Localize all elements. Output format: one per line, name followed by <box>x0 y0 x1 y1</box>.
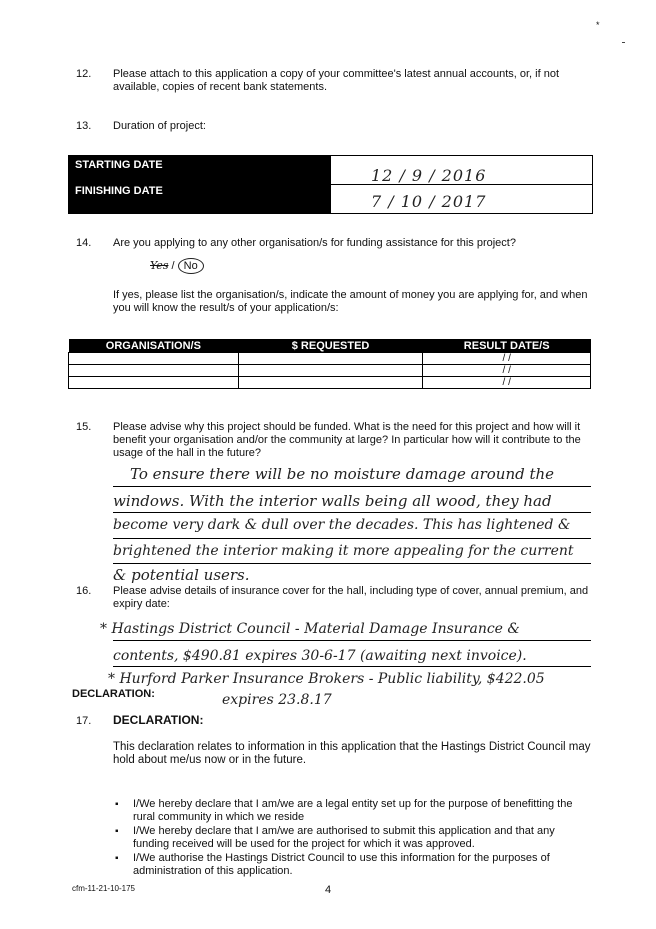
list-item: ▪ I/We hereby declare that I am/we are a legal entity set up for the purpose of benefitting the rural community in which we reside <box>113 798 591 824</box>
answer-rule <box>113 563 591 564</box>
organisation-cell[interactable] <box>69 377 239 389</box>
question-16-number: 16. <box>76 585 92 597</box>
result-date-cell[interactable]: / / <box>423 353 591 365</box>
list-item: ▪ I/We hereby declare that I am/we are authorised to submit this application and that any funding received will be used for the project for which it was approved. <box>113 825 591 851</box>
starting-date-field[interactable] <box>331 156 592 185</box>
declaration-list <box>113 798 591 879</box>
date-labels-column <box>69 156 331 213</box>
answer-rule <box>113 666 591 667</box>
yes-no-choice[interactable]: Yes / No <box>150 258 204 274</box>
finishing-date-value: 7 / 10 / 2017 <box>371 192 487 211</box>
question-16-text: Please advise details of insurance cover for the hall, including type of cover, annual premium, and expiry date: <box>113 585 589 610</box>
question-14-number: 14. <box>76 237 92 249</box>
question-13-number: 13. <box>76 120 92 132</box>
page-number: 4 <box>325 884 332 896</box>
answer-16-line-2: contents, $490.81 expires 30-6-17 (awaiting next invoice). <box>113 648 527 664</box>
requested-cell[interactable] <box>238 353 423 365</box>
question-12-number: 12. <box>76 68 92 80</box>
requested-cell[interactable] <box>238 377 423 389</box>
question-17-number: 17. <box>76 715 92 727</box>
finishing-date-label: FINISHING DATE <box>75 185 163 197</box>
form-code: cfm-11-21-10-175 <box>72 884 135 893</box>
answer-15-line-4: brightened the interior making it more appealing for the current <box>113 543 574 559</box>
finishing-date-field[interactable] <box>331 184 592 212</box>
question-14-subtext: If yes, please list the organisation/s, indicate the amount of money you are applying for, and when you will know the result/s of your application/s: <box>113 289 588 314</box>
header-result-dates: RESULT DATE/S <box>423 339 591 353</box>
table-header-row <box>69 339 591 353</box>
header-organisations: ORGANISATION/S <box>69 339 239 353</box>
table-row <box>69 377 591 389</box>
header-requested: $ REQUESTED <box>238 339 423 353</box>
list-item: ▪ I/We authorise the Hastings District Council to use this information for the purposes of administration of this application. <box>113 852 591 878</box>
starting-date-label: STARTING DATE <box>75 159 163 171</box>
answer-16-line-1: * Hastings District Council - Material Damage Insurance & <box>100 621 520 637</box>
answer-16-line-3: * Hurford Parker Insurance Brokers - Public liability, $422.05 <box>108 671 545 687</box>
table-row <box>69 365 591 377</box>
organisation-cell[interactable] <box>69 365 239 377</box>
requested-cell[interactable] <box>238 365 423 377</box>
answer-rule <box>113 538 591 539</box>
funding-organisations-table <box>68 339 591 389</box>
question-15-number: 15. <box>76 421 92 433</box>
declaration-title: DECLARATION: <box>113 713 204 727</box>
organisation-cell[interactable] <box>69 353 239 365</box>
result-date-cell[interactable]: / / <box>423 365 591 377</box>
scan-speck <box>622 42 625 43</box>
scan-mark: * <box>596 20 600 30</box>
declaration-intro: This declaration relates to information in this application that the Hastings District Council may hold about me/us now or in the future. <box>113 741 591 766</box>
answer-rule <box>113 486 591 487</box>
answer-no-circled: No <box>178 258 204 274</box>
answer-16-line-4: expires 23.8.17 <box>222 692 332 708</box>
answer-rule <box>113 512 591 513</box>
starting-date-value: 12 / 9 / 2016 <box>371 166 487 185</box>
answer-15-line-5: & potential users. <box>113 566 250 584</box>
answer-15-line-1: To ensure there will be no moisture damage around the <box>130 465 555 483</box>
question-13-text: Duration of project: <box>113 120 206 132</box>
question-15-text: Please advise why this project should be funded. What is the need for this project and how will it benefit your organisation and/or the community at large? In particular how will it contribute to the usage of the hall in the future? <box>113 421 581 459</box>
answer-15-line-2: windows. With the interior walls being all wood, they had <box>113 492 552 510</box>
question-14-text: Are you applying to any other organisation/s for funding assistance for this project? <box>113 237 516 249</box>
question-12-text: Please attach to this application a copy of your committee's latest annual accounts, or, if not available, copies of recent bank statements. <box>113 68 560 93</box>
answer-rule <box>113 640 591 641</box>
answer-yes-struck: Yes <box>150 259 169 272</box>
answer-15-line-3: become very dark & dull over the decades. This has lightened & <box>113 517 571 533</box>
table-row <box>69 353 591 365</box>
result-date-cell[interactable]: / / <box>423 377 591 389</box>
project-dates-table <box>68 155 593 214</box>
declaration-overlap-label: DECLARATION: <box>72 688 155 700</box>
